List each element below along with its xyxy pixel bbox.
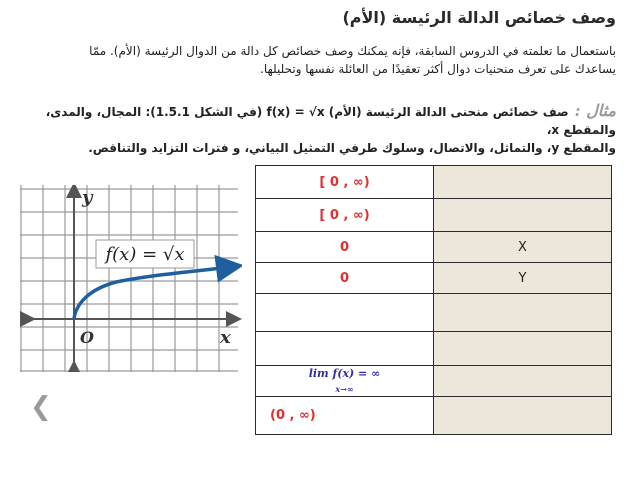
sqrt-curve bbox=[74, 267, 230, 319]
table-row bbox=[256, 366, 612, 397]
table-row bbox=[256, 232, 612, 263]
limit-subscript: x→∞ bbox=[335, 384, 354, 394]
answer-cell: 0 bbox=[256, 232, 434, 263]
example-line-1: صف خصائص منحنى الدالة الرئيسة (الأم) f(x) = √x (في الشكل 1.5.1): المجال، والمدى، والمقطع x، bbox=[45, 105, 616, 137]
property-cell bbox=[434, 397, 612, 435]
origin-label: O bbox=[80, 328, 94, 347]
table-row bbox=[256, 199, 612, 232]
property-cell bbox=[434, 332, 612, 366]
property-cell bbox=[434, 294, 612, 332]
sqrt-function-graph bbox=[20, 185, 242, 372]
answer-cell: 0 bbox=[256, 263, 434, 294]
example-label: مثال : bbox=[574, 101, 616, 120]
answer-cell bbox=[256, 294, 434, 332]
table-row bbox=[256, 263, 612, 294]
previous-slide-button[interactable]: ❮ bbox=[30, 392, 52, 422]
table-row bbox=[256, 332, 612, 366]
property-cell bbox=[434, 166, 612, 199]
intro-line-2: يساعدك على تعرف منحنيات دوال أكثر تعقيدًا من العائلة نفسها وتحليلها. bbox=[260, 62, 616, 76]
property-cell bbox=[434, 199, 612, 232]
answer-cell: (0 , ∞) bbox=[256, 397, 434, 435]
intro-paragraph bbox=[16, 42, 616, 78]
table-row bbox=[256, 294, 612, 332]
answer-cell bbox=[256, 332, 434, 366]
property-cell: X bbox=[434, 232, 612, 263]
y-axis-label: y bbox=[82, 187, 93, 208]
property-cell bbox=[434, 366, 612, 397]
answer-cell: [ 0 , ∞) bbox=[256, 166, 434, 199]
answer-cell bbox=[256, 366, 434, 397]
function-label: f(x) = √x bbox=[105, 244, 185, 265]
intro-line-1: باستعمال ما تعلمته في الدروس السابقة، فإنه يمكنك وصف خصائص كل دالة من الدوال الرئيسة (الأم). ممّا bbox=[89, 44, 616, 58]
answer-cell: [ 0 , ∞) bbox=[256, 199, 434, 232]
table-row bbox=[256, 166, 612, 199]
example-line-2: والمقطع y، والتماثل، والاتصال، وسلوك طرفي التمثيل البياني، و فترات التزايد والتناقص. bbox=[88, 141, 616, 155]
limit-expression: lim f(x) = ∞ bbox=[308, 367, 381, 380]
example-block bbox=[16, 102, 616, 157]
page-heading: وصف خصائص الدالة الرئيسة (الأم) bbox=[342, 8, 616, 27]
x-axis-label: x bbox=[220, 327, 231, 348]
property-cell: Y bbox=[434, 263, 612, 294]
table-row bbox=[256, 397, 612, 435]
properties-table bbox=[255, 165, 612, 435]
